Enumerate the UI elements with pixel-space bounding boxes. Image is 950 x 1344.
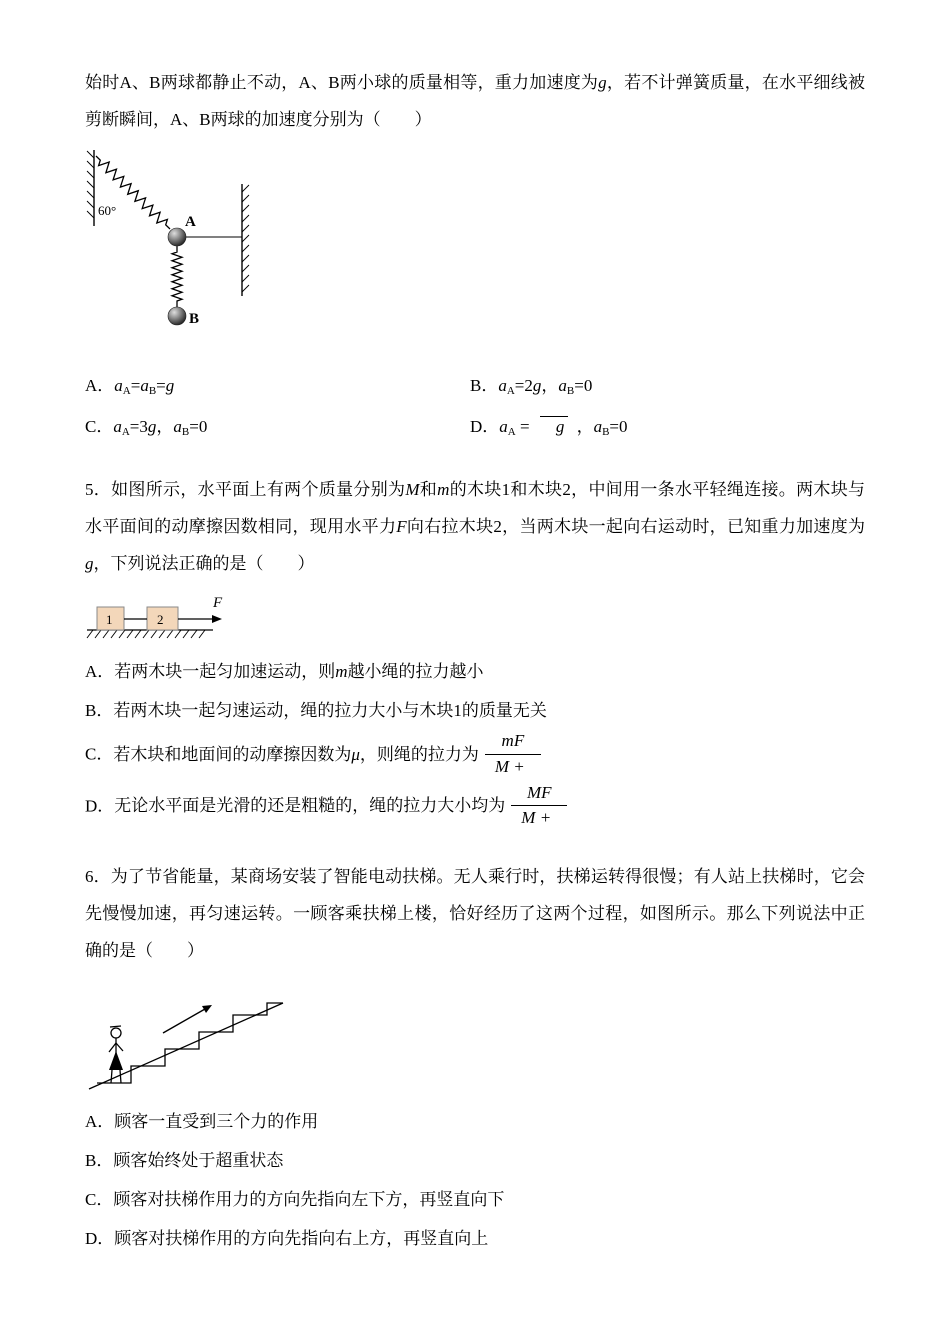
q4-intro-paragraph: 始时A、B两球都静止不动，A、B两小球的质量相等，重力加速度为g，若不计弹簧质量，在水平细线被剪断瞬间，A、B两球的加速度分别为（ ） bbox=[85, 73, 866, 130]
option-label: B． bbox=[85, 1150, 114, 1170]
q6-options bbox=[85, 1103, 865, 1257]
q5-intro-paragraph: 5．如图所示，水平面上有两个质量分别为M和m的木块1和木块2，中间用一条水平轻绳连接。两木块与水平面间的动摩擦因数相同，现用水平力F向右拉木块2，当两木块一起向右运动时，已知重力加速度为g，下列说法正确的是（ ） bbox=[85, 480, 866, 574]
ball-a bbox=[168, 228, 186, 246]
ball-b bbox=[168, 307, 186, 325]
q5-blocks-diagram bbox=[85, 590, 260, 645]
ball-b-label: B bbox=[189, 311, 200, 328]
option-label: B． bbox=[470, 376, 499, 396]
vertical-spring bbox=[172, 246, 182, 307]
option-label: A． bbox=[85, 1111, 115, 1131]
left-wall-hatching bbox=[87, 151, 94, 218]
q4-option-d bbox=[470, 408, 865, 445]
option-label: C． bbox=[85, 744, 114, 764]
option-text: 顾客对扶梯作用的方向先指向右上方，再竖直向上 bbox=[114, 1229, 489, 1249]
angle-label: 60° bbox=[98, 203, 117, 219]
block-2-label: 2 bbox=[157, 612, 164, 628]
q6-option-d bbox=[85, 1220, 865, 1257]
q4-option-a bbox=[85, 367, 470, 404]
q5-options bbox=[85, 653, 865, 831]
q6-figure bbox=[85, 977, 865, 1095]
option-label: C． bbox=[85, 1190, 114, 1210]
option-label: B． bbox=[85, 701, 114, 721]
q5-figure bbox=[85, 590, 865, 645]
option-label: C． bbox=[85, 417, 114, 437]
q5-option-d bbox=[85, 783, 865, 832]
option-text: aA=aB=g bbox=[114, 376, 175, 398]
option-text: 若木块和地面间的动摩擦因数为μ，则绳的拉力为 $\frac{mF}{M +}$ bbox=[113, 745, 547, 764]
option-text: aA = g ，aB=0 bbox=[499, 417, 628, 439]
ground-hatching bbox=[87, 630, 205, 638]
force-arrow-head bbox=[212, 615, 222, 623]
option-text: 顾客对扶梯作用力的方向先指向左下方，再竖直向下 bbox=[113, 1190, 505, 1210]
q4-options bbox=[85, 367, 865, 445]
q4-figure bbox=[85, 146, 865, 341]
q4-spring-diagram bbox=[85, 146, 260, 341]
option-label: D． bbox=[470, 417, 500, 437]
q5-option-c bbox=[85, 731, 865, 780]
q6-escalator-diagram bbox=[85, 977, 335, 1095]
option-label: D． bbox=[85, 1229, 115, 1249]
ball-a-label: A bbox=[185, 214, 196, 231]
q4-option-b bbox=[470, 367, 865, 404]
question-5 bbox=[85, 471, 865, 832]
direction-arrow bbox=[163, 1005, 212, 1033]
right-wall-hatching bbox=[242, 185, 249, 292]
option-label: A． bbox=[85, 376, 115, 396]
person-figure bbox=[109, 1026, 123, 1083]
option-text: aA=2g，aB=0 bbox=[498, 376, 593, 398]
option-label: D． bbox=[85, 796, 115, 816]
q6-intro-paragraph: 6．为了节省能量，某商场安装了智能电动扶梯。无人乘行时，扶梯运转得很慢；有人站上扶梯时，它会先慢慢加速，再匀速运转。一顾客乘扶梯上楼，恰好经历了这两个过程，如图所示。那么下列说法中正确的是（ ） bbox=[85, 866, 865, 960]
option-text: 若两木块一起匀加速运动，则m越小绳的拉力越小 bbox=[114, 662, 484, 682]
force-label: F bbox=[213, 595, 223, 612]
q6-option-a bbox=[85, 1103, 865, 1140]
q5-option-a bbox=[85, 653, 865, 690]
option-text: aA=3g，aB=0 bbox=[113, 417, 208, 439]
block-1-label: 1 bbox=[106, 612, 113, 628]
q6-option-b bbox=[85, 1142, 865, 1179]
option-text: 无论水平面是光滑的还是粗糙的，绳的拉力大小均为 $\frac{MF}{M +}$ bbox=[114, 796, 573, 815]
diagonal-spring bbox=[96, 156, 170, 229]
question-6 bbox=[85, 858, 865, 1257]
q5-option-b bbox=[85, 692, 865, 729]
q6-option-c bbox=[85, 1181, 865, 1218]
option-text: 顾客始终处于超重状态 bbox=[113, 1150, 284, 1170]
option-label: A． bbox=[85, 662, 115, 682]
option-text: 若两木块一起匀速运动，绳的拉力大小与木块1的质量无关 bbox=[113, 701, 547, 721]
option-text: 顾客一直受到三个力的作用 bbox=[114, 1111, 319, 1131]
q4-option-c bbox=[85, 408, 470, 445]
